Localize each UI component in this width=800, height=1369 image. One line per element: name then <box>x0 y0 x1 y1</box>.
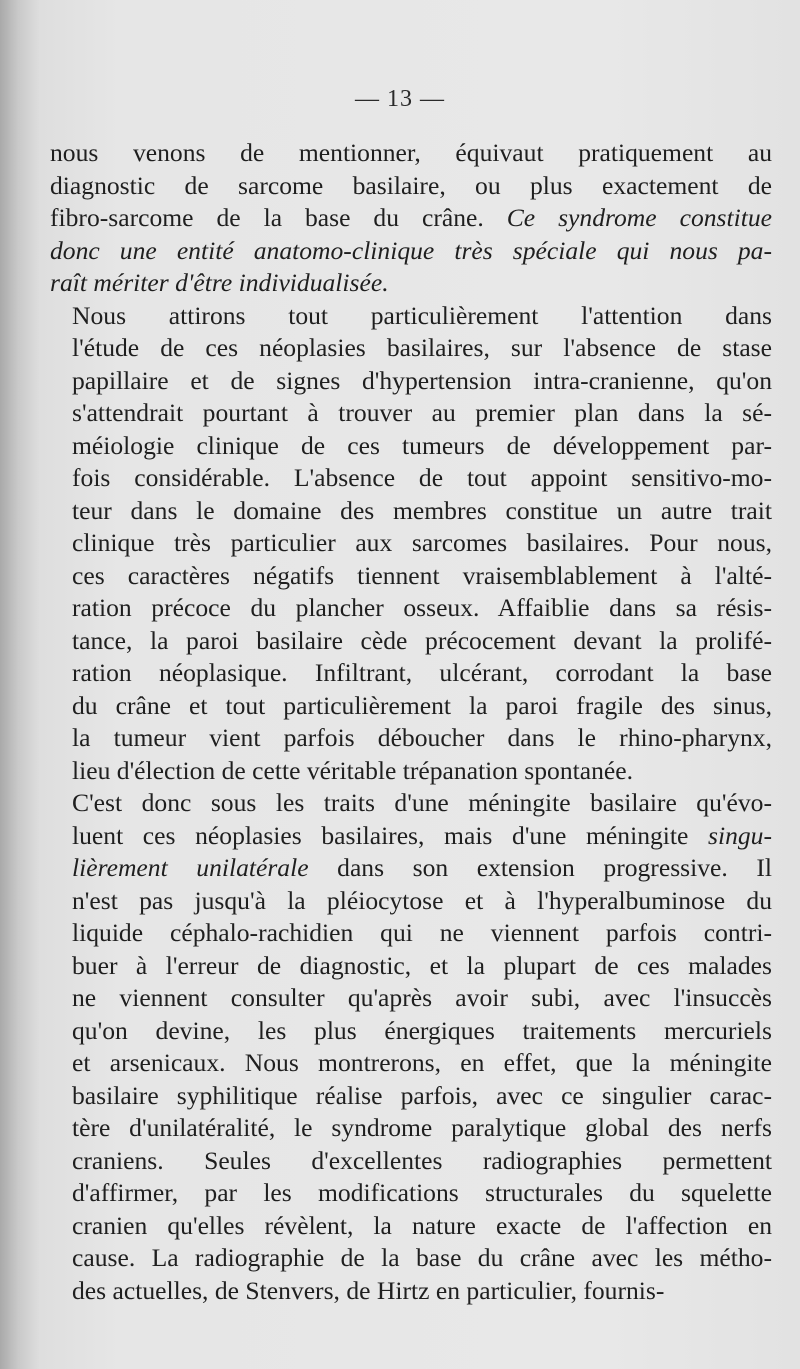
text-run: craniens. Seules d'excellentes radiographies permettent <box>72 1145 772 1175</box>
text-line <box>50 202 772 235</box>
text-run: ration néoplasique. Infiltrant, ulcérant, corrodant la base <box>72 658 772 687</box>
italic-text: lièrement unilatérale <box>72 853 309 882</box>
text-run: clinique très particulier aux sarcomes basilaires. Pour nous, <box>72 528 772 557</box>
text-run: l'étude de ces néoplasies basilaires, sur l'absence de stase <box>72 333 772 362</box>
text-run: nous venons de mentionner, équivaut pratiquement au <box>50 138 772 167</box>
text-line <box>50 1275 772 1308</box>
text-run: cause. La radiographie de la base du crâne avec les métho- <box>72 1243 772 1272</box>
text-run: tère d'unilatéralité, le syndrome paralytique global des nerfs <box>72 1113 772 1142</box>
text-line <box>50 1242 772 1275</box>
italic-text: raît mériter d'être individualisée. <box>50 268 389 297</box>
italic-text: Ce syndrome constitue <box>506 203 772 232</box>
text-run: qu'on devine, les plus énergiques traitements mercuriels <box>72 1015 772 1045</box>
text-line <box>50 1177 772 1210</box>
text-line <box>50 722 772 755</box>
text-run: dans son extension progressive. Il <box>308 853 772 882</box>
text-run: Nous attirons tout particulièrement l'attention dans <box>72 300 772 330</box>
text-run: luent ces néoplasies basilaires, mais d'une méningite <box>72 820 709 850</box>
text-run: lieu d'élection de cette véritable trépanation spontanée. <box>72 755 634 785</box>
text-line <box>50 1210 772 1243</box>
text-line <box>50 267 772 300</box>
text-line <box>50 755 772 788</box>
text-line <box>50 235 772 268</box>
paragraph <box>50 787 772 1307</box>
italic-text: donc une entité anatomo-clinique très spéciale qui nous pa- <box>50 235 772 265</box>
text-line <box>50 560 772 593</box>
text-run: teur dans le domaine des membres constitue un autre trait <box>72 495 772 525</box>
text-run: liquide céphalo-rachidien qui ne viennent parfois contri- <box>72 918 772 947</box>
text-run: papillaire et de signes d'hypertension intra-cranienne, qu'on <box>72 365 772 395</box>
text-run: des actuelles, de Stenvers, de Hirtz en particulier, fournis- <box>72 1275 665 1305</box>
text-run: ration précoce du plancher osseux. Affaiblie dans sa résis- <box>72 593 772 622</box>
text-line <box>50 462 772 495</box>
text-run: n'est pas jusqu'à la pléiocytose et à l'hyperalbuminose du <box>72 885 772 915</box>
text-run: diagnostic de sarcome basilaire, ou plus exactement de <box>50 170 772 200</box>
text-line <box>50 137 772 170</box>
text-line <box>50 365 772 398</box>
text-line <box>50 1015 772 1048</box>
text-run: ces caractères négatifs tiennent vraisemblablement à l'alté- <box>72 560 772 590</box>
page-number: — 13 — <box>355 86 445 112</box>
text-run: s'attendrait pourtant à trouver au premier plan dans la sé- <box>72 398 772 427</box>
text-line <box>50 170 772 203</box>
paragraph <box>50 300 772 788</box>
text-line <box>50 1145 772 1178</box>
text-line <box>50 657 772 690</box>
text-line <box>50 852 772 885</box>
text-line <box>50 690 772 723</box>
text-line <box>50 592 772 625</box>
text-line <box>50 885 772 918</box>
text-line <box>50 982 772 1015</box>
text-run: tance, la paroi basilaire cède précocement devant la prolifé- <box>72 625 772 655</box>
paragraph <box>50 137 772 300</box>
text-line <box>50 1112 772 1145</box>
text-line <box>50 1047 772 1080</box>
text-line <box>50 787 772 820</box>
italic-text: singu- <box>708 820 772 850</box>
text-line <box>50 495 772 528</box>
text-line <box>50 430 772 463</box>
body-text <box>50 137 772 1307</box>
text-run: d'affirmer, par les modifications structurales du squelette <box>72 1178 772 1207</box>
text-line <box>50 332 772 365</box>
text-line <box>50 917 772 950</box>
text-run: fois considérable. L'absence de tout appoint sensitivo-mo- <box>72 463 772 492</box>
text-run: cranien qu'elles révèlent, la nature exacte de l'affection en <box>72 1210 772 1240</box>
text-run: basilaire syphilitique réalise parfois, avec ce singulier carac- <box>72 1080 772 1110</box>
text-run: ne viennent consulter qu'après avoir subi, avec l'insuccès <box>72 983 772 1012</box>
text-run: buer à l'erreur de diagnostic, et la plupart de ces malades <box>72 950 772 980</box>
text-line <box>50 300 772 333</box>
text-run: la tumeur vient parfois déboucher dans le rhino-pharynx, <box>72 723 772 752</box>
text-run: C'est donc sous les traits d'une méningite basilaire qu'évo- <box>72 788 772 817</box>
text-run: méiologie clinique de ces tumeurs de développement par- <box>72 430 772 460</box>
text-line <box>50 625 772 658</box>
text-line <box>50 950 772 983</box>
text-line <box>50 397 772 430</box>
text-line <box>50 820 772 853</box>
text-run: fibro-sarcome de la base du crâne. <box>50 203 507 232</box>
text-run: du crâne et tout particulièrement la paroi fragile des sinus, <box>72 690 772 720</box>
text-line <box>50 1080 772 1113</box>
text-line <box>50 527 772 560</box>
text-run: et arsenicaux. Nous montrerons, en effet, que la méningite <box>72 1048 772 1077</box>
